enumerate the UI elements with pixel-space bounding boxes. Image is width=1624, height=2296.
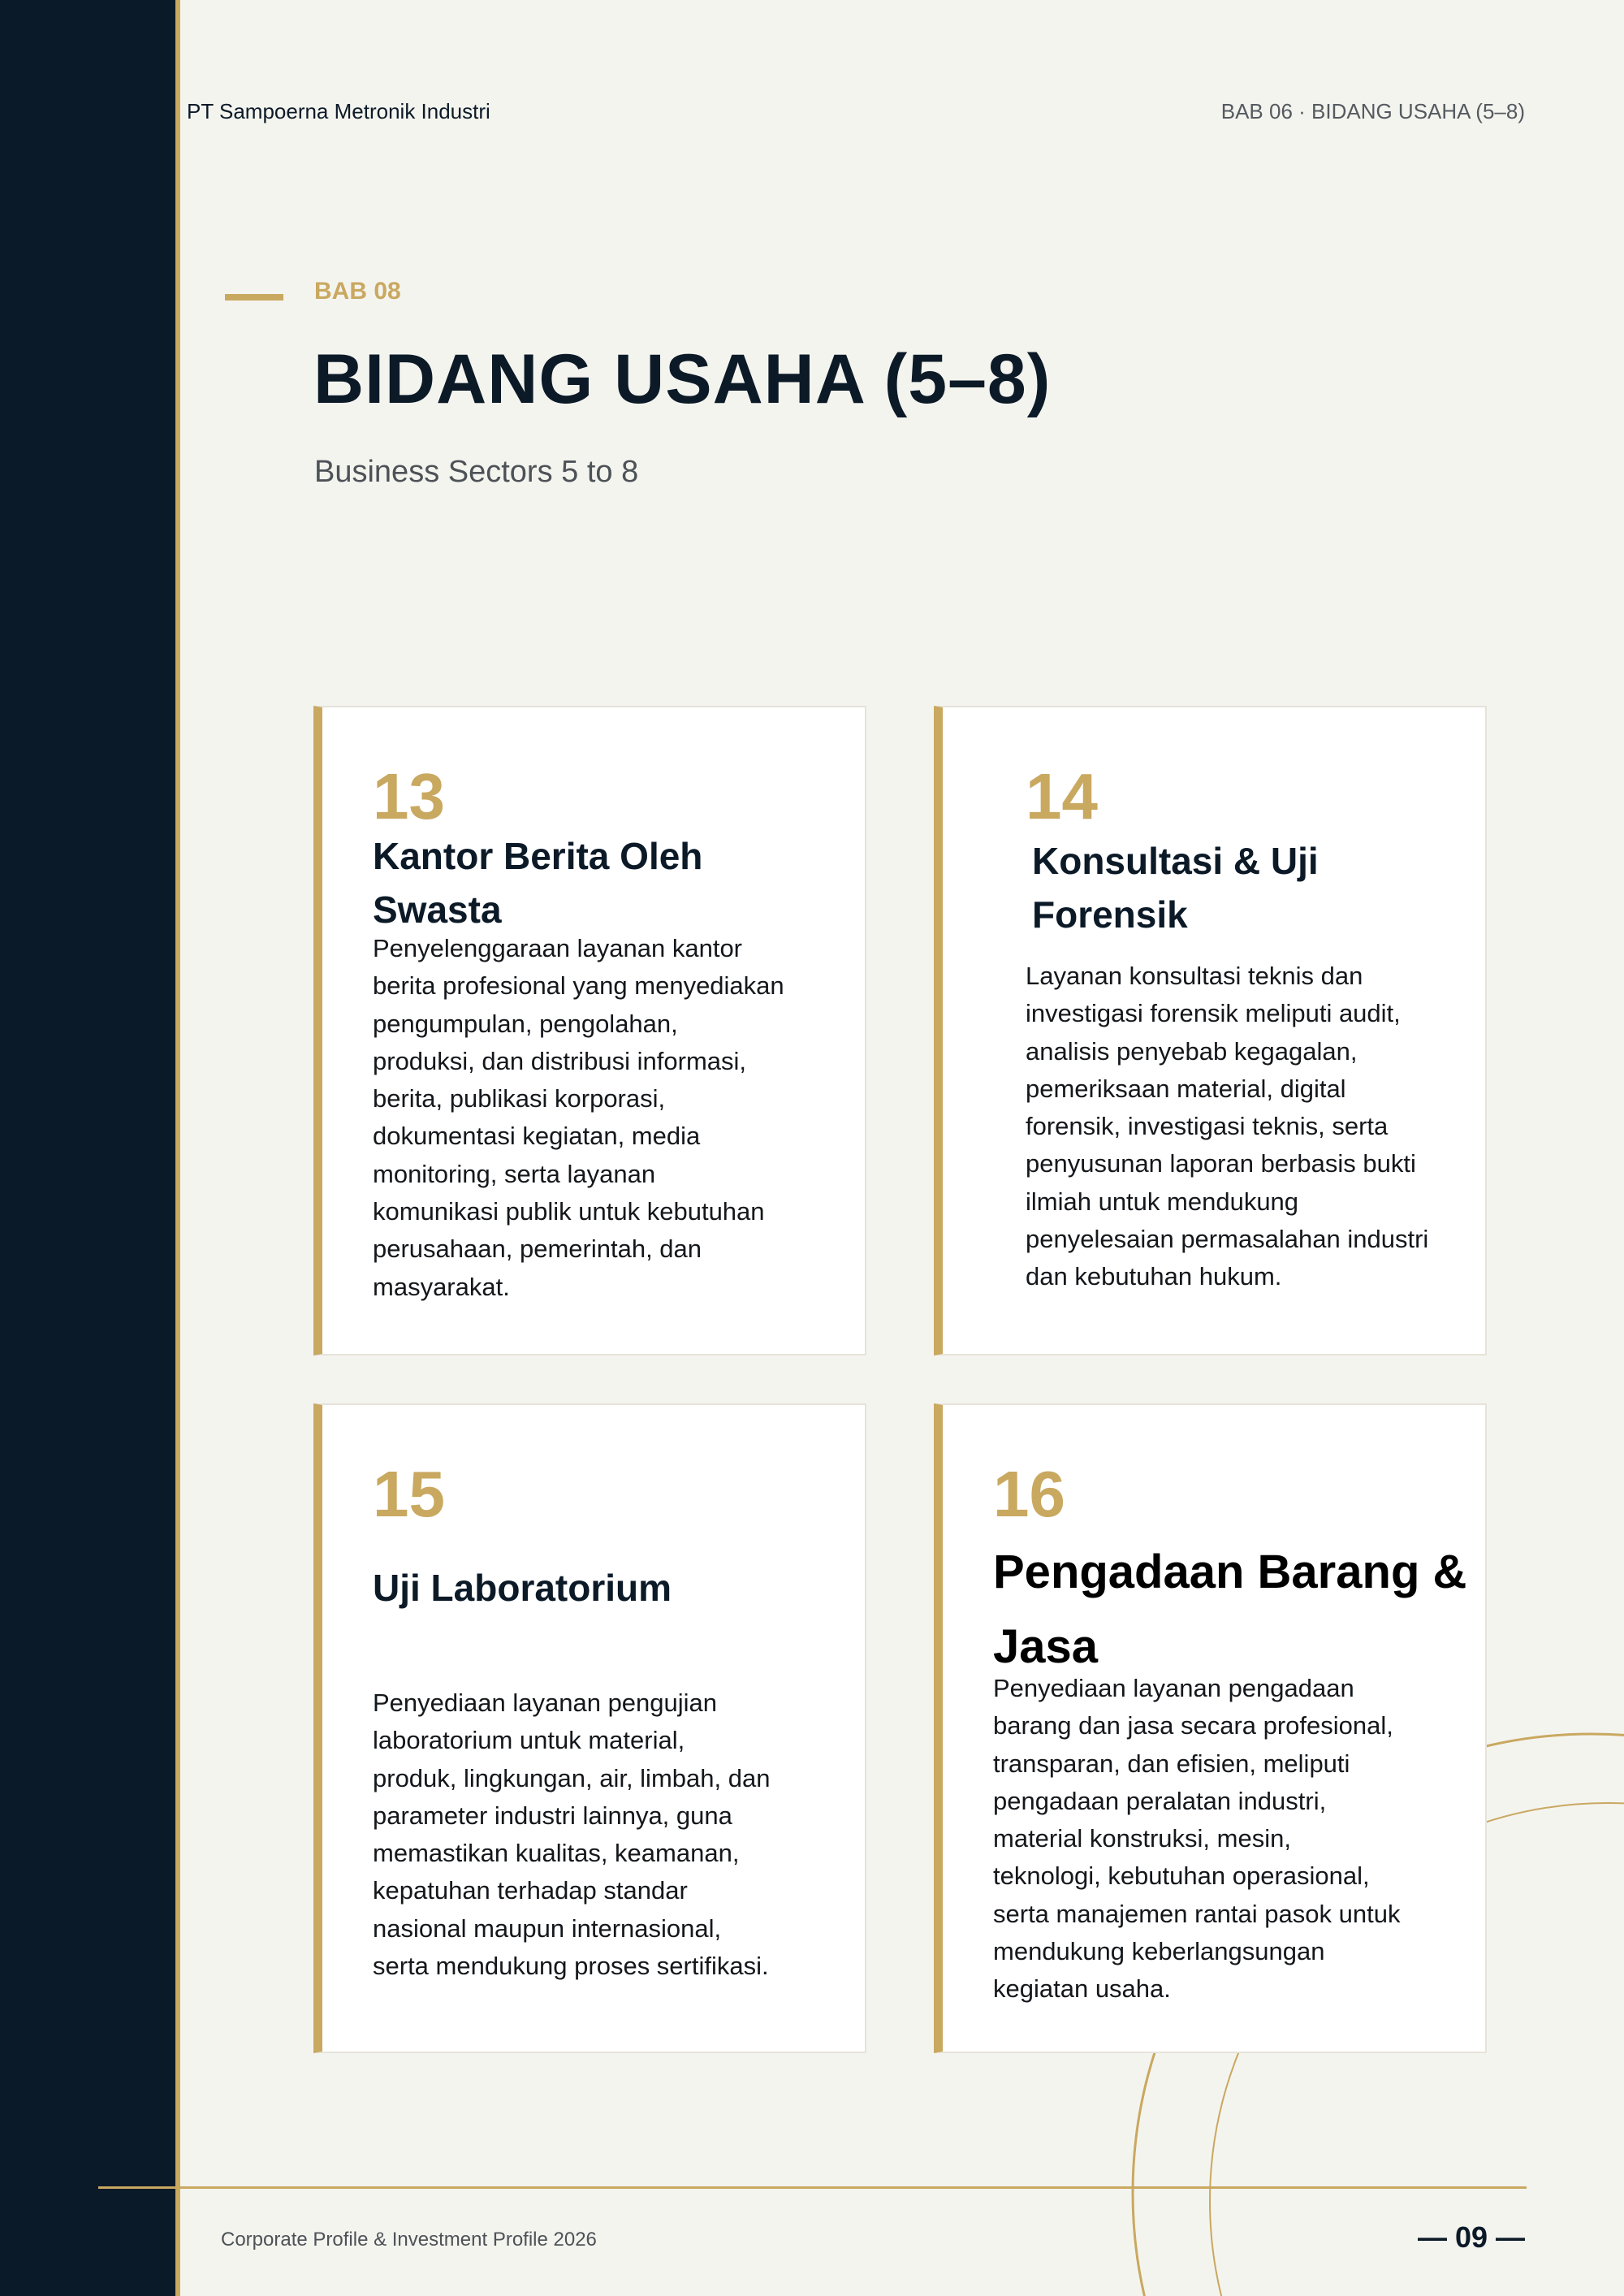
desc-line: serta manajemen rantai pasok untuk (993, 1899, 1401, 1928)
desc-line: teknologi, kebutuhan operasional, (993, 1861, 1370, 1891)
desc-line: Penyelenggaraan layanan kantor (373, 934, 743, 962)
desc-line: forensik, investigasi teknis, serta (1026, 1112, 1389, 1141)
desc-line: masyarakat. (373, 1272, 510, 1301)
header-company: PT Sampoerna Metronik Industri (187, 99, 490, 123)
desc-line: Layanan konsultasi teknis dan (1026, 962, 1363, 990)
desc-line: berita, publikasi korporasi, (373, 1084, 666, 1113)
card-number: 14 (1026, 760, 1098, 832)
card-number: 16 (993, 1458, 1065, 1530)
desc-line: transparan, dan efisien, meliputi (993, 1749, 1350, 1778)
card-number: 13 (373, 760, 445, 832)
footer-document-title: Corporate Profile & Investment Profile 2026 (221, 2229, 597, 2251)
footer-rule (98, 2186, 1527, 2189)
card-title-line: Kantor Berita Oleh (373, 835, 703, 877)
card-title (373, 829, 702, 936)
business-card-14 (934, 706, 1487, 1356)
desc-line: pengumpulan, pengolahan, (373, 1009, 678, 1038)
card-title (993, 1535, 1466, 1684)
card-title (1032, 834, 1319, 941)
card-title-line: Jasa (993, 1620, 1099, 1673)
desc-line: mendukung keberlangsungan (993, 1937, 1325, 1966)
card-title (373, 1561, 672, 1615)
card-title-line: Forensik (1032, 893, 1188, 936)
desc-line: investigasi forensik meliputi audit, (1026, 999, 1401, 1028)
page-title: BIDANG USAHA (5–8) (313, 340, 1052, 418)
desc-line: komunikasi publik untuk kebutuhan (373, 1197, 765, 1226)
card-description (1026, 958, 1428, 1296)
desc-line: berita profesional yang menyediakan (373, 971, 784, 1001)
desc-line: Penyediaan layanan pengujian (373, 1688, 718, 1717)
desc-line: dokumentasi kegiatan, media (373, 1122, 701, 1151)
card-description (993, 1670, 1400, 2008)
card-description (373, 930, 784, 1306)
desc-line: monitoring, serta layanan (373, 1159, 656, 1188)
card-title-line: Pengadaan Barang & (993, 1546, 1467, 1598)
business-card-16 (934, 1403, 1487, 2053)
desc-line: penyusunan laporan berbasis bukti (1026, 1149, 1416, 1178)
header-section: BAB 06 · BIDANG USAHA (5–8) (1220, 99, 1525, 123)
desc-line: pengadaan peralatan industri, (993, 1786, 1327, 1815)
desc-line: laboratorium untuk material, (373, 1726, 685, 1755)
card-number: 15 (373, 1458, 445, 1530)
desc-line: produksi, dan distribusi informasi, (373, 1046, 747, 1075)
card-title-line: Konsultasi & Uji (1032, 840, 1319, 882)
business-card-13 (313, 706, 866, 1356)
desc-line: analisis penyebab kegagalan, (1026, 1036, 1358, 1066)
desc-line: material konstruksi, mesin, (993, 1824, 1291, 1853)
desc-line: dan kebutuhan hukum. (1026, 1262, 1282, 1291)
desc-line: kegiatan usaha. (993, 1974, 1171, 2004)
card-title-line: Uji Laboratorium (373, 1567, 672, 1609)
desc-line: serta mendukung proses sertifikasi. (373, 1952, 769, 1981)
desc-line: penyelesaian permasalahan industri (1026, 1225, 1429, 1254)
desc-line: pemeriksaan material, digital (1026, 1074, 1346, 1103)
desc-line: Penyediaan layanan pengadaan (993, 1674, 1354, 1702)
desc-line: perusahaan, pemerintah, dan (373, 1234, 702, 1264)
desc-line: kepatuhan terhadap standar (373, 1876, 688, 1905)
desc-line: nasional maupun internasional, (373, 1913, 722, 1943)
business-card-15 (313, 1403, 866, 2053)
desc-line: parameter industri lainnya, guna (373, 1801, 732, 1830)
page-subtitle: Business Sectors 5 to 8 (314, 455, 639, 489)
desc-line: ilmiah untuk mendukung (1026, 1187, 1299, 1216)
desc-line: produk, lingkungan, air, limbah, dan (373, 1763, 771, 1792)
desc-line: barang dan jasa secara profesional, (993, 1711, 1393, 1740)
page-number: — 09 — (1417, 2220, 1525, 2254)
card-title-line: Swasta (373, 889, 502, 931)
card-description (373, 1684, 770, 1985)
desc-line: memastikan kualitas, keamanan, (373, 1839, 740, 1868)
chapter-label: BAB 08 (314, 278, 401, 305)
